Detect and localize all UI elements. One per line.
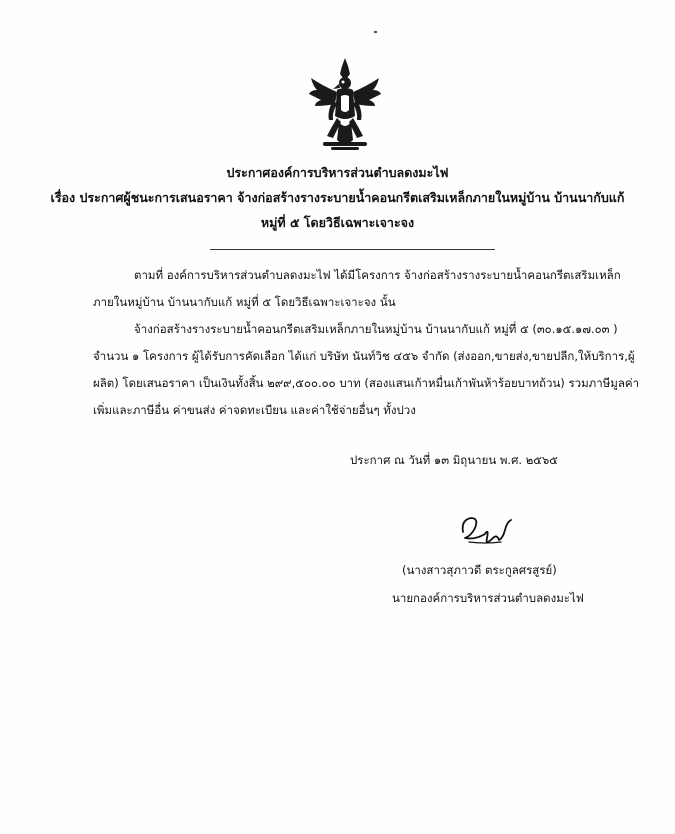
paragraph-2-line-4: เพิ่มและภาษีอื่น ค่าขนส่ง ค่าจดทะเบียน และค่าใช้จ่ายอื่นๆ ทั้งปวง (93, 403, 416, 417)
subject-line: เรื่อง ประกาศผู้ชนะการเสนอราคา จ้างก่อสร้างรางระบายน้ำคอนกรีตเสริมเหล็กภายในหมู่บ้าน บ้านนากับแก้ (50, 190, 625, 205)
handwritten-signature (455, 508, 525, 556)
garuda-emblem-icon (307, 56, 383, 152)
paragraph-1-line-2: ภายในหมู่บ้าน บ้านนากับแก้ หมู่ที่ ๕ โดยวิธีเฉพาะเจาะจง นั้น (93, 295, 396, 309)
paragraph-1-line-1: ตามที่ องค์การบริหารส่วนตำบลดงมะไฟ ได้มีโครงการ จ้างก่อสร้างรางระบายน้ำคอนกรีตเสริมเหล็ก (134, 268, 621, 282)
paragraph-2-line-3: ผลิต) โดยเสนอราคา เป็นเงินทั้งสิ้น ๒๙๙,๕๐๐.๐๐ บาท (สองแสนเก้าหมื่นเก้าพันห้าร้อยบาทถ้วน) รวมภาษีมูลค่า (93, 376, 640, 390)
paragraph-2-line-2: จำนวน ๑ โครงการ ผู้ได้รับการคัดเลือก ได้แก่ บริษัท นันท์วิช ๔๕๖ จำกัด (ส่งออก,ขายส่ง,ขายปลีก,ให้บริการ,ผู้ (93, 349, 635, 363)
subject-line-continued: หมู่ที่ ๕ โดยวิธีเฉพาะเจาะจง (260, 215, 415, 230)
signatory-name: (นางสาวสุภาวดี ตระกูลศรสูรย์) (402, 563, 557, 577)
scan-speck (374, 31, 377, 33)
header-divider (210, 249, 495, 250)
org-announcement-title: ประกาศองค์การบริหารส่วนตำบลดงมะไฟ (226, 165, 449, 180)
paragraph-2-line-1: จ้างก่อสร้างรางระบายน้ำคอนกรีตเสริมเหล็กภายในหมู่บ้าน บ้านนากับแก้ หมู่ที่ ๕ (๓๐.๑๕.๑๗.๐๓ ) (134, 322, 618, 336)
signatory-position: นายกองค์การบริหารส่วนตำบลดงมะไฟ (392, 591, 584, 605)
announce-date: ประกาศ ณ วันที่ ๑๓ มิถุนายน พ.ศ. ๒๕๖๕ (350, 453, 558, 467)
